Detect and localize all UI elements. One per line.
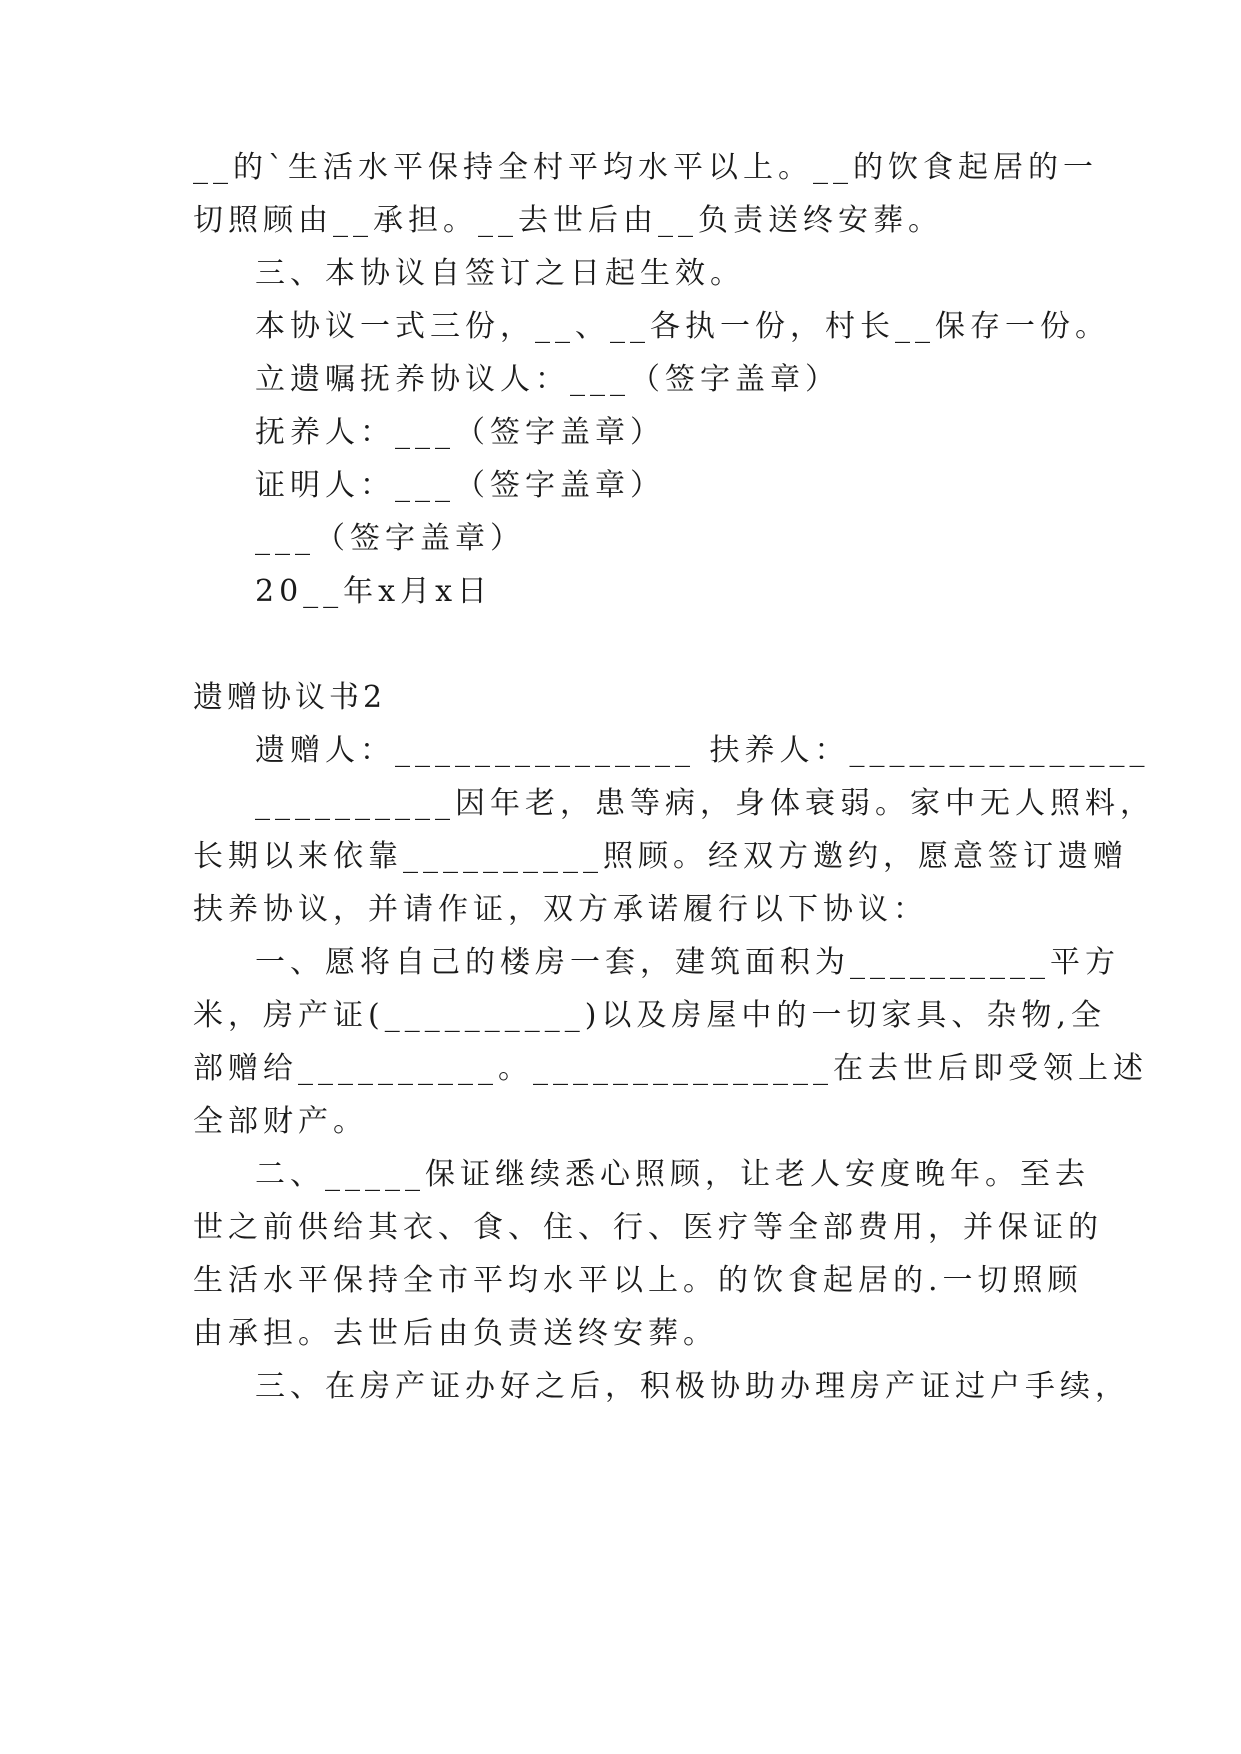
date-line: 20__年x月x日: [255, 574, 493, 609]
parties-line: 遗赠人：_______________ 扶养人：_______________: [255, 733, 1150, 768]
signature-supporter: 抚养人：___（签字盖章）: [255, 415, 665, 450]
clause-one: 一、愿将自己的楼房一套，建筑面积为__________平方: [255, 945, 1120, 980]
paragraph-line: 生活水平保持全市平均水平以上。的饮食起居的.一切照顾: [193, 1263, 1083, 1298]
paragraph-line: 米，房产证(__________)以及房屋中的一切家具、杂物,全: [193, 998, 1106, 1033]
paragraph-line: 世之前供给其衣、食、住、行、医疗等全部费用，并保证的: [193, 1210, 1103, 1245]
paragraph-line: __________因年老，患等病，身体衰弱。家中无人照料，: [255, 786, 1155, 821]
paragraph-line: 全部财产。: [193, 1104, 368, 1139]
paragraph-line: 长期以来依靠__________照顾。经双方邀约，愿意签订遗赠: [193, 839, 1128, 874]
paragraph-line: 扶养协议，并请作证，双方承诺履行以下协议：: [193, 892, 928, 927]
paragraph-line: 部赠给__________。_______________在去世后即受领上述: [193, 1051, 1148, 1086]
clause-effective: 三、本协议自签订之日起生效。: [255, 256, 745, 291]
clause-two: 二、_____保证继续悉心照顾，让老人安度晚年。至去: [255, 1157, 1090, 1192]
signature-witness: 证明人：___（签字盖章）: [255, 468, 665, 503]
signature-testator: 立遗嘱抚养协议人：___（签字盖章）: [255, 362, 840, 397]
paragraph-line: __的`生活水平保持全村平均水平以上。__的饮食起居的一: [193, 150, 1098, 185]
section-title: 遗赠协议书2: [193, 680, 387, 715]
paragraph-line: 由承担。去世后由负责送终安葬。: [193, 1316, 718, 1351]
clause-three: 三、在房产证办好之后，积极协助办理房产证过户手续，: [255, 1369, 1130, 1404]
clause-copies: 本协议一式三份，__、__各执一份，村长__保存一份。: [255, 309, 1110, 344]
signature-blank: ___（签字盖章）: [255, 521, 525, 556]
paragraph-line: 切照顾由__承担。__去世后由__负责送终安葬。: [193, 203, 943, 238]
